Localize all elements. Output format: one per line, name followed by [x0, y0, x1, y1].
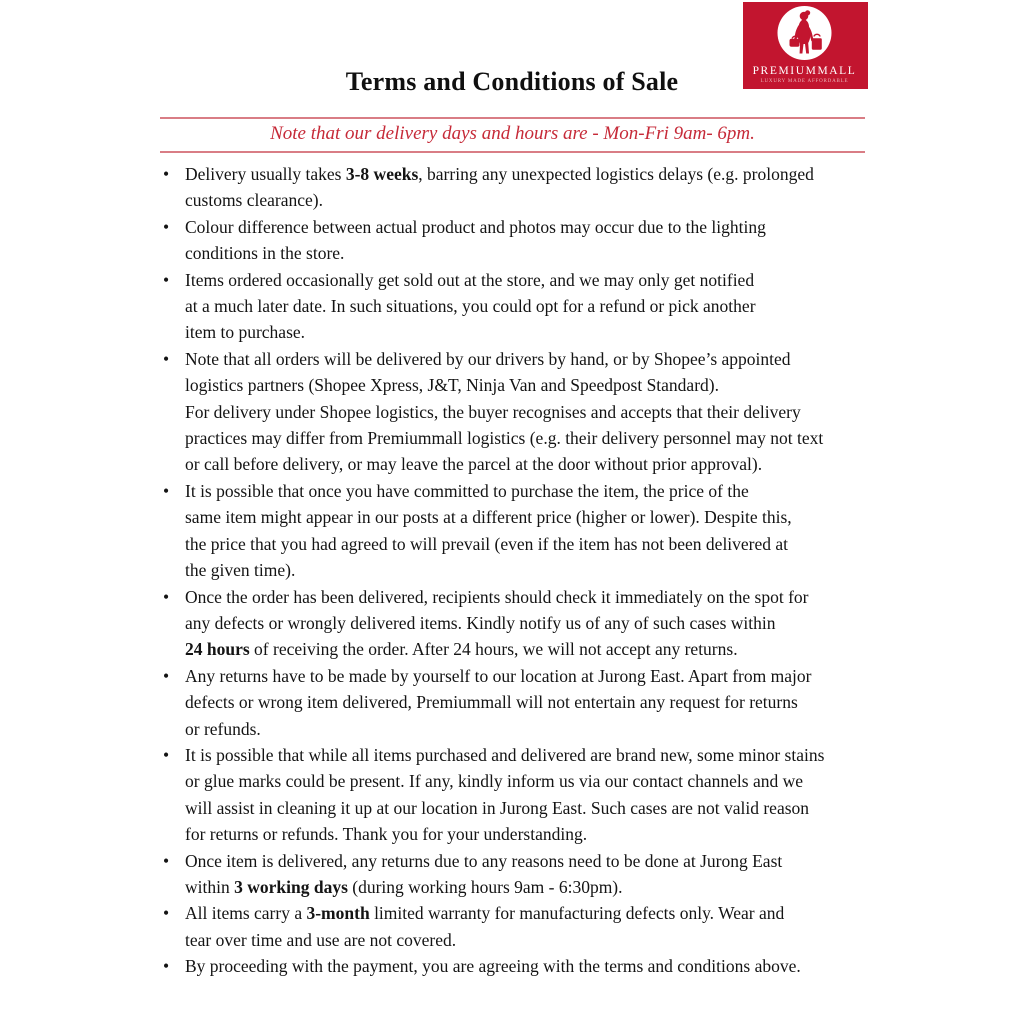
term-item: [160, 663, 866, 742]
term-item: [160, 742, 866, 848]
term-line: defects or wrong item delivered, Premiummall will not entertain any request for returns: [185, 692, 798, 713]
term-line: 24 hours of receiving the order. After 24 hours, we will not accept any returns.: [185, 639, 738, 660]
term-line: • Items ordered occasionally get sold out at the store, and we may only get notified: [185, 269, 755, 290]
term-item: [160, 161, 866, 214]
term-line: • Colour difference between actual product and photos may occur due to the lighting: [185, 216, 766, 237]
term-line: at a much later date. In such situations, you could opt for a refund or pick another: [185, 296, 756, 317]
term-line: • It is possible that once you have committed to purchase the item, the price of the: [185, 480, 749, 501]
divider-bottom: [160, 151, 865, 153]
term-line: • By proceeding with the payment, you are agreeing with the terms and conditions above.: [185, 956, 801, 977]
term-line: • Any returns have to be made by yourself to our location at Jurong East. Apart from major: [185, 665, 812, 686]
term-line: tear over time and use are not covered.: [185, 929, 457, 950]
terms-list: [160, 161, 866, 980]
term-line: customs clearance).: [185, 190, 323, 211]
term-line: • Once the order has been delivered, recipients should check it immediately on the spot for: [185, 586, 809, 607]
term-item: [160, 346, 866, 478]
term-item: [160, 478, 866, 584]
term-line: • Once item is delivered, any returns due to any reasons need to be done at Jurong East: [185, 850, 783, 871]
brand-tagline: LUXURY MADE AFFORDABLE: [760, 79, 849, 84]
term-line: item to purchase.: [185, 322, 306, 343]
term-line: • All items carry a 3-month limited warranty for manufacturing defects only. Wear and: [185, 903, 785, 924]
term-item: [160, 900, 866, 953]
term-line: practices may differ from Premiummall logistics (e.g. their delivery personnel may not text: [185, 428, 824, 449]
term-line: or glue marks could be present. If any, kindly inform us via our contact channels and we: [185, 771, 803, 792]
term-item: [160, 267, 866, 346]
brand-name: PREMIUMMALL: [752, 65, 857, 77]
term-line: will assist in cleaning it up at our location in Jurong East. Such cases are not valid reason: [185, 797, 810, 818]
term-item: [160, 584, 866, 663]
term-line: for returns or refunds. Thank you for your understanding.: [185, 824, 588, 845]
term-line: the given time).: [185, 560, 296, 581]
term-line: same item might appear in our posts at a different price (higher or lower). Despite this,: [185, 507, 792, 528]
term-item: [160, 214, 866, 267]
term-line: logistics partners (Shopee Xpress, J&T, Ninja Van and Speedpost Standard).: [185, 375, 719, 396]
term-line: the price that you had agreed to will prevail (even if the item has not been delivered at: [185, 533, 789, 554]
term-line: • Note that all orders will be delivered by our drivers by hand, or by Shopee’s appointed: [185, 348, 791, 369]
term-line: conditions in the store.: [185, 243, 345, 264]
term-line: or refunds.: [185, 718, 261, 739]
divider-top: [160, 117, 865, 119]
delivery-note: Note that our delivery days and hours are - Mon-Fri 9am- 6pm.: [270, 123, 755, 144]
term-line: within 3 working days (during working hours 9am - 6:30pm).: [185, 876, 623, 897]
term-line: or call before delivery, or may leave the parcel at the door without prior approval).: [185, 454, 763, 475]
term-line: For delivery under Shopee logistics, the buyer recognises and accepts that their delivery: [185, 401, 801, 422]
term-line: any defects or wrongly delivered items. Kindly notify us of any of such cases within: [185, 612, 776, 633]
term-line: • Delivery usually takes 3-8 weeks, barring any unexpected logistics delays (e.g. prolonged: [185, 164, 814, 184]
term-item: [160, 953, 866, 979]
term-line: • It is possible that while all items purchased and delivered are brand new, some minor stains: [185, 744, 825, 765]
term-item: [160, 848, 866, 901]
page-title: Terms and Conditions of Sale: [345, 67, 679, 96]
